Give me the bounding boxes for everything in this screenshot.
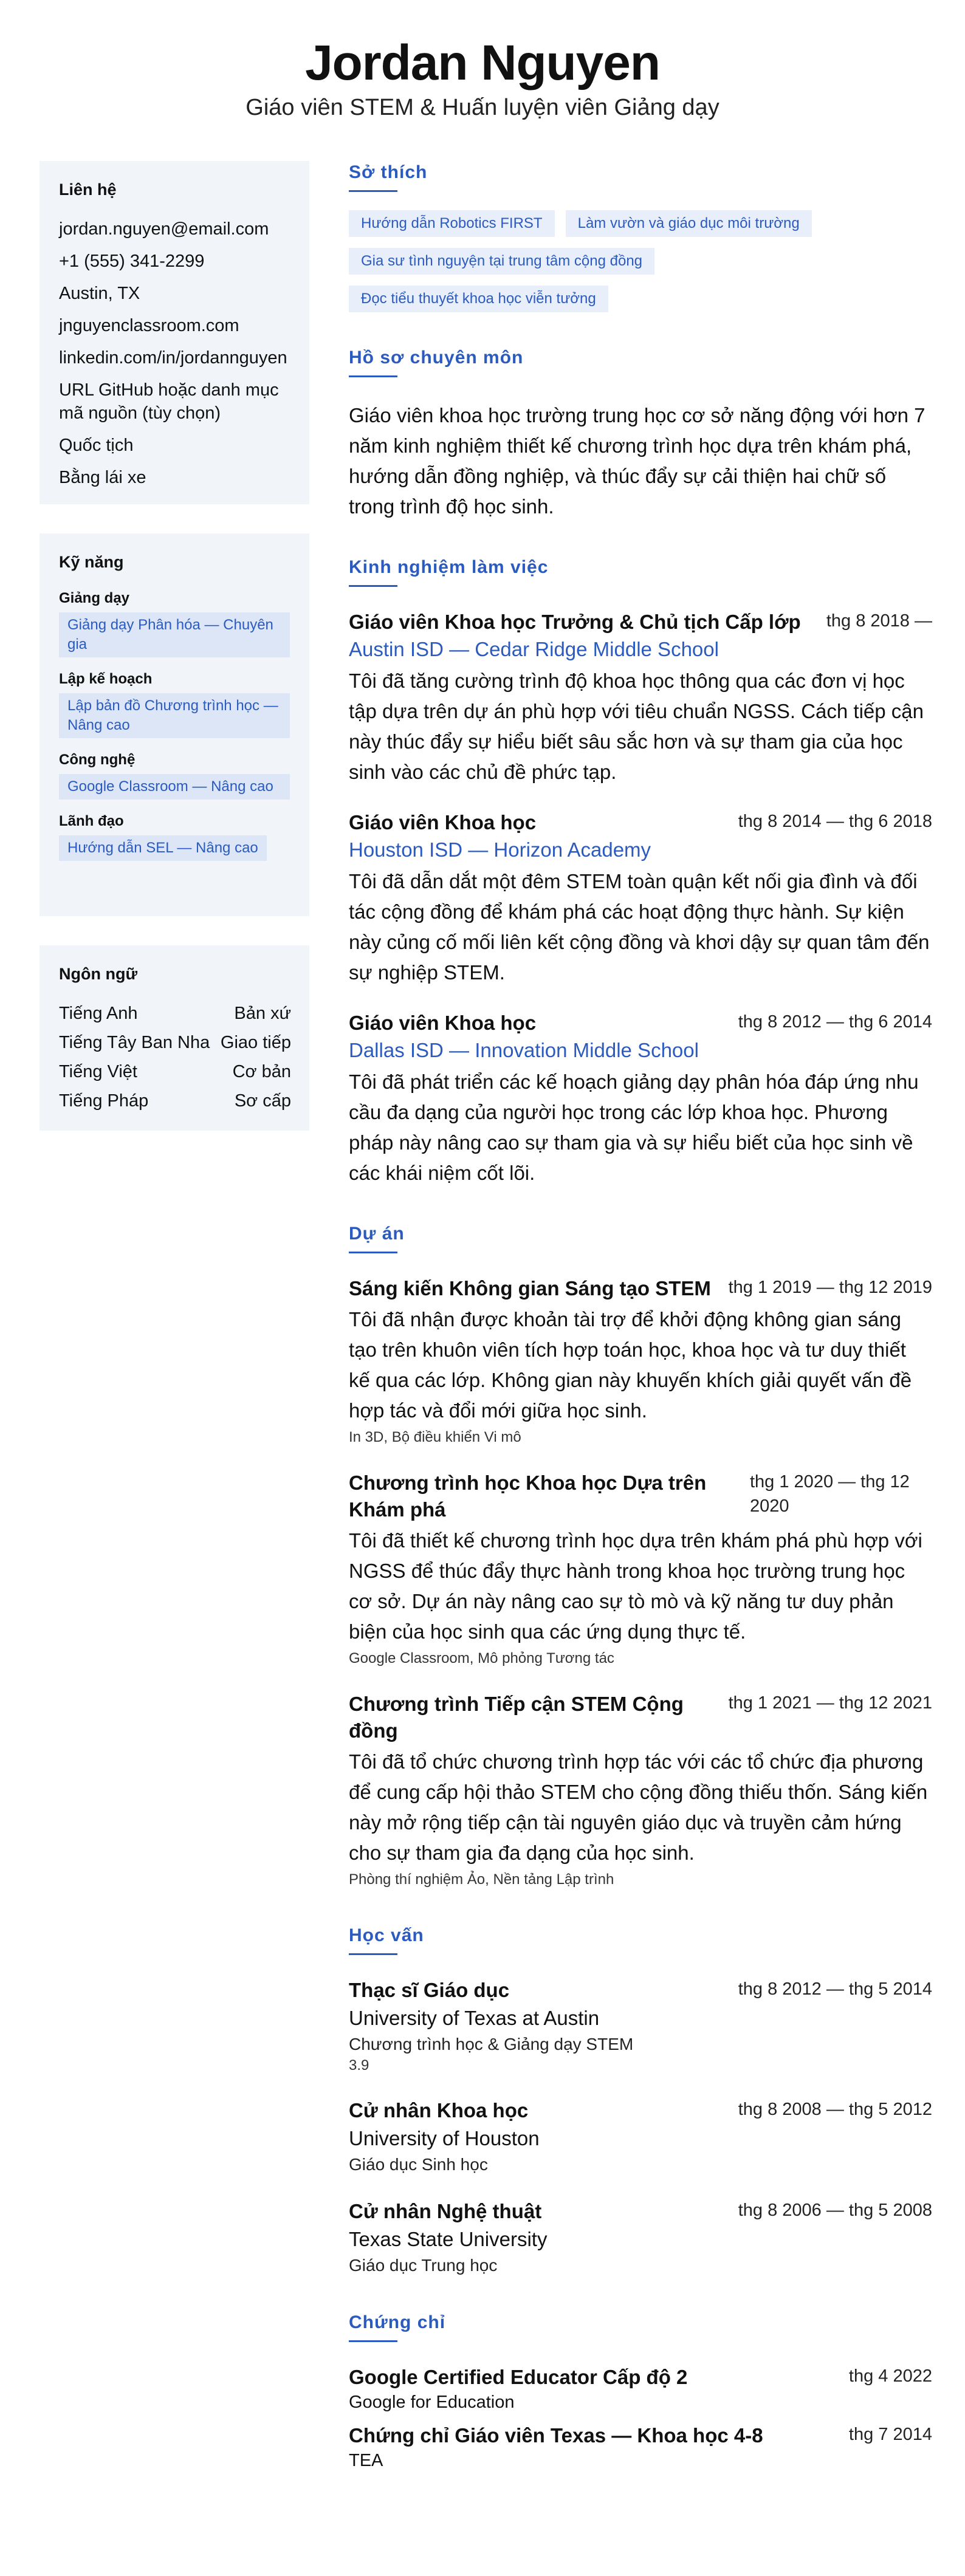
contact-github[interactable]: URL GitHub hoặc danh mục mã nguồn (tùy chọn) (59, 380, 279, 423)
certification-date: thg 7 2014 (848, 2425, 932, 2444)
interest-chip: Gia sư tình nguyện tại trung tâm cộng đồng (349, 248, 654, 275)
language-row (59, 1002, 291, 1025)
languages-box (39, 945, 309, 1131)
school-name: University of Texas at Austin (349, 2007, 600, 2029)
candidate-tagline: Giáo viên STEM & Huấn luyện viên Giảng dạy (246, 95, 719, 120)
main-column (349, 161, 932, 2506)
experience-entry (349, 809, 932, 988)
project-tech: In 3D, Bộ điều khiển Vi mô (349, 1429, 521, 1445)
skills-box (39, 533, 309, 916)
certification-entry (349, 2364, 932, 2414)
school-name: Texas State University (349, 2228, 548, 2250)
job-title: Giáo viên Khoa học Trưởng & Chủ tịch Cấp lớp (349, 611, 801, 633)
language-name: Tiếng Tây Ban Nha (59, 1033, 210, 1052)
profile-section (349, 346, 932, 522)
certifications-title: Chứng chỉ (349, 2312, 446, 2332)
profile-text: Giáo viên khoa học trường trung học cơ sở năng động với hơn 7 năm kinh nghiệm thiết kế chương trình học dựa trên khám phá, hướng dẫn đồng nghiệp, và thúc đẩy sự cải thiện hai chữ số trong trình độ học sinh. (349, 404, 926, 518)
interests-title: Sở thích (349, 162, 428, 182)
job-date: thg 8 2018 — (826, 611, 932, 631)
contact-license: Bằng lái xe (59, 468, 146, 487)
experience-title: Kinh nghiệm làm việc (349, 557, 549, 577)
project-entry (349, 1275, 932, 1448)
project-title: Sáng kiến Không gian Sáng tạo STEM (349, 1277, 711, 1300)
degree-title: Cử nhân Nghệ thuật (349, 2200, 542, 2222)
degree-date: thg 8 2012 — thg 5 2014 (738, 1979, 932, 1999)
language-row (59, 1031, 291, 1054)
project-description: Tôi đã thiết kế chương trình học dựa trên khám phá phù hợp với NGSS để thúc đẩy thực hành trong khoa học trường trung học cơ sở. Dự án này nâng cao sự tò mò và kỹ năng tư duy phản biện của học sinh qua các ứng dụng thực tế. (349, 1529, 922, 1643)
school-name: University of Houston (349, 2127, 540, 2150)
interest-chip: Làm vườn và giáo dục môi trường (566, 210, 812, 237)
section-divider (349, 585, 397, 587)
interests-section (349, 161, 932, 312)
resume-header (0, 34, 965, 122)
section-divider (349, 375, 397, 377)
language-name: Tiếng Pháp (59, 1091, 149, 1111)
skill-tag: Lập bản đồ Chương trình học — Nâng cao (59, 693, 290, 738)
interest-chip: Đọc tiểu thuyết khoa học viễn tưởng (349, 286, 608, 312)
degree-title: Thạc sĩ Giáo dục (349, 1979, 510, 2001)
skills-title: Kỹ năng (59, 553, 124, 571)
job-description: Tôi đã dẫn dắt một đêm STEM toàn quận kết nối gia đình và đối tác cộng đồng để khám phá các hoạt động thực hành. Sự kiện này củng cố mối liên kết cộng đồng và khơi dậy sự quan tâm đến sự nghiệp STEM. (349, 870, 930, 984)
language-row (59, 1060, 291, 1083)
contact-linkedin[interactable]: linkedin.com/in/jordannguyen (59, 348, 287, 368)
contact-email[interactable]: jordan.nguyen@email.com (59, 219, 269, 239)
projects-section (349, 1222, 932, 1890)
project-date: thg 1 2019 — thg 12 2019 (728, 1278, 932, 1297)
skill-category: Lập kế hoạch (59, 671, 153, 687)
certification-date: thg 4 2022 (848, 2366, 932, 2386)
job-description: Tôi đã tăng cường trình độ khoa học thông qua các đơn vị học tập dựa trên dự án phù hợp với tiêu chuẩn NGSS. Cách tiếp cận này thúc đẩy sự hiểu biết sâu sắc hơn và sự tham gia của học sinh vào các chủ đề phức tạp. (349, 670, 924, 783)
project-description: Tôi đã tổ chức chương trình hợp tác với các tổ chức địa phương để cung cấp hội thảo STEM cho cộng đồng thiếu thốn. Sáng kiến này mở rộng tiếp cận tài nguyên giáo dục và truyền cảm hứng cho sự tham gia đa dạng của học sinh. (349, 1750, 928, 1864)
project-entry (349, 1691, 932, 1890)
language-name: Tiếng Anh (59, 1004, 138, 1023)
education-title: Học vấn (349, 1925, 424, 1945)
project-title: Chương trình Tiếp cận STEM Cộng đồng (349, 1693, 684, 1742)
language-level: Giao tiếp (220, 1033, 291, 1052)
skill-category: Công nghệ (59, 752, 136, 768)
certification-entry (349, 2422, 932, 2472)
degree-title: Cử nhân Khoa học (349, 2099, 529, 2122)
job-title: Giáo viên Khoa học (349, 811, 537, 834)
degree-field: Giáo dục Trung học (349, 2256, 498, 2275)
project-tech: Google Classroom, Mô phỏng Tương tác (349, 1650, 614, 1667)
job-employer: Dallas ISD — Innovation Middle School (349, 1039, 699, 1061)
experience-entry (349, 1010, 932, 1188)
projects-title: Dự án (349, 1224, 405, 1244)
degree-date: thg 8 2006 — thg 5 2008 (738, 2201, 932, 2220)
contact-phone[interactable]: +1 (555) 341-2299 (59, 252, 205, 271)
contact-website[interactable]: jnguyenclassroom.com (59, 316, 239, 335)
education-entry (349, 2097, 932, 2176)
certification-issuer: TEA (349, 2451, 383, 2470)
job-description: Tôi đã phát triển các kế hoạch giảng dạy phân hóa đáp ứng nhu cầu đa dạng của người học trong các lớp khoa học. Phương pháp này nâng cao sự tham gia và sự hiểu biết của học sinh về các khái niệm cốt lõi. (349, 1070, 919, 1184)
sidebar (39, 161, 309, 1160)
section-divider (349, 2340, 397, 2342)
education-section (349, 1924, 932, 2277)
project-entry (349, 1470, 932, 1669)
language-level: Sơ cấp (234, 1091, 291, 1111)
contact-location: Austin, TX (59, 284, 140, 303)
skill-tag: Google Classroom — Nâng cao (59, 774, 290, 800)
degree-date: thg 8 2008 — thg 5 2012 (738, 2100, 932, 2119)
section-divider (349, 1953, 397, 1955)
education-entry (349, 1977, 932, 2075)
skill-tag: Giảng dạy Phân hóa — Chuyên gia (59, 612, 290, 657)
job-title: Giáo viên Khoa học (349, 1012, 537, 1034)
certifications-section (349, 2311, 932, 2472)
project-title: Chương trình học Khoa học Dựa trên Khám phá (349, 1471, 707, 1521)
profile-title: Hồ sơ chuyên môn (349, 348, 524, 368)
job-date: thg 8 2014 — thg 6 2018 (738, 812, 932, 831)
degree-field: Chương trình học & Giảng dạy STEM (349, 2035, 634, 2054)
language-name: Tiếng Việt (59, 1062, 137, 1081)
degree-field: Giáo dục Sinh học (349, 2155, 488, 2174)
section-divider (349, 190, 397, 192)
project-date: thg 1 2021 — thg 12 2021 (728, 1693, 932, 1713)
languages-title: Ngôn ngữ (59, 965, 138, 983)
education-entry (349, 2198, 932, 2277)
project-date: thg 1 2020 — thg 12 2020 (750, 1472, 910, 1516)
skill-tag: Hướng dẫn SEL — Nâng cao (59, 835, 267, 861)
skill-category: Lãnh đạo (59, 813, 124, 829)
interest-chip: Hướng dẫn Robotics FIRST (349, 210, 555, 237)
contact-title: Liên hệ (59, 180, 117, 199)
job-employer: Austin ISD — Cedar Ridge Middle School (349, 638, 719, 660)
project-tech: Phòng thí nghiệm Ảo, Nền tảng Lập trình (349, 1871, 614, 1888)
candidate-name: Jordan Nguyen (305, 35, 660, 91)
contact-box (39, 161, 309, 504)
interests-list (349, 210, 896, 312)
certification-name: Google Certified Educator Cấp độ 2 (349, 2366, 688, 2388)
job-date: thg 8 2012 — thg 6 2014 (738, 1012, 932, 1032)
experience-entry (349, 609, 932, 787)
certification-name: Chứng chỉ Giáo viên Texas — Khoa học 4-8 (349, 2424, 763, 2447)
language-level: Bản xứ (234, 1004, 291, 1023)
experience-section (349, 556, 932, 1188)
certification-issuer: Google for Education (349, 2393, 515, 2412)
contact-nationality: Quốc tịch (59, 436, 134, 455)
project-description: Tôi đã nhận được khoản tài trợ để khởi động không gian sáng tạo trên khuôn viên tích hợp toán học, khoa học và tư duy thiết kế qua các lớp. Không gian này khuyến khích giải quyết vấn đề hợp tác và đổi mới giữa học sinh. (349, 1308, 912, 1422)
section-divider (349, 1252, 397, 1253)
language-row (59, 1089, 291, 1112)
degree-gpa: 3.9 (349, 2057, 369, 2074)
language-level: Cơ bản (232, 1062, 291, 1081)
skill-category: Giảng dạy (59, 590, 130, 606)
job-employer: Houston ISD — Horizon Academy (349, 838, 651, 861)
